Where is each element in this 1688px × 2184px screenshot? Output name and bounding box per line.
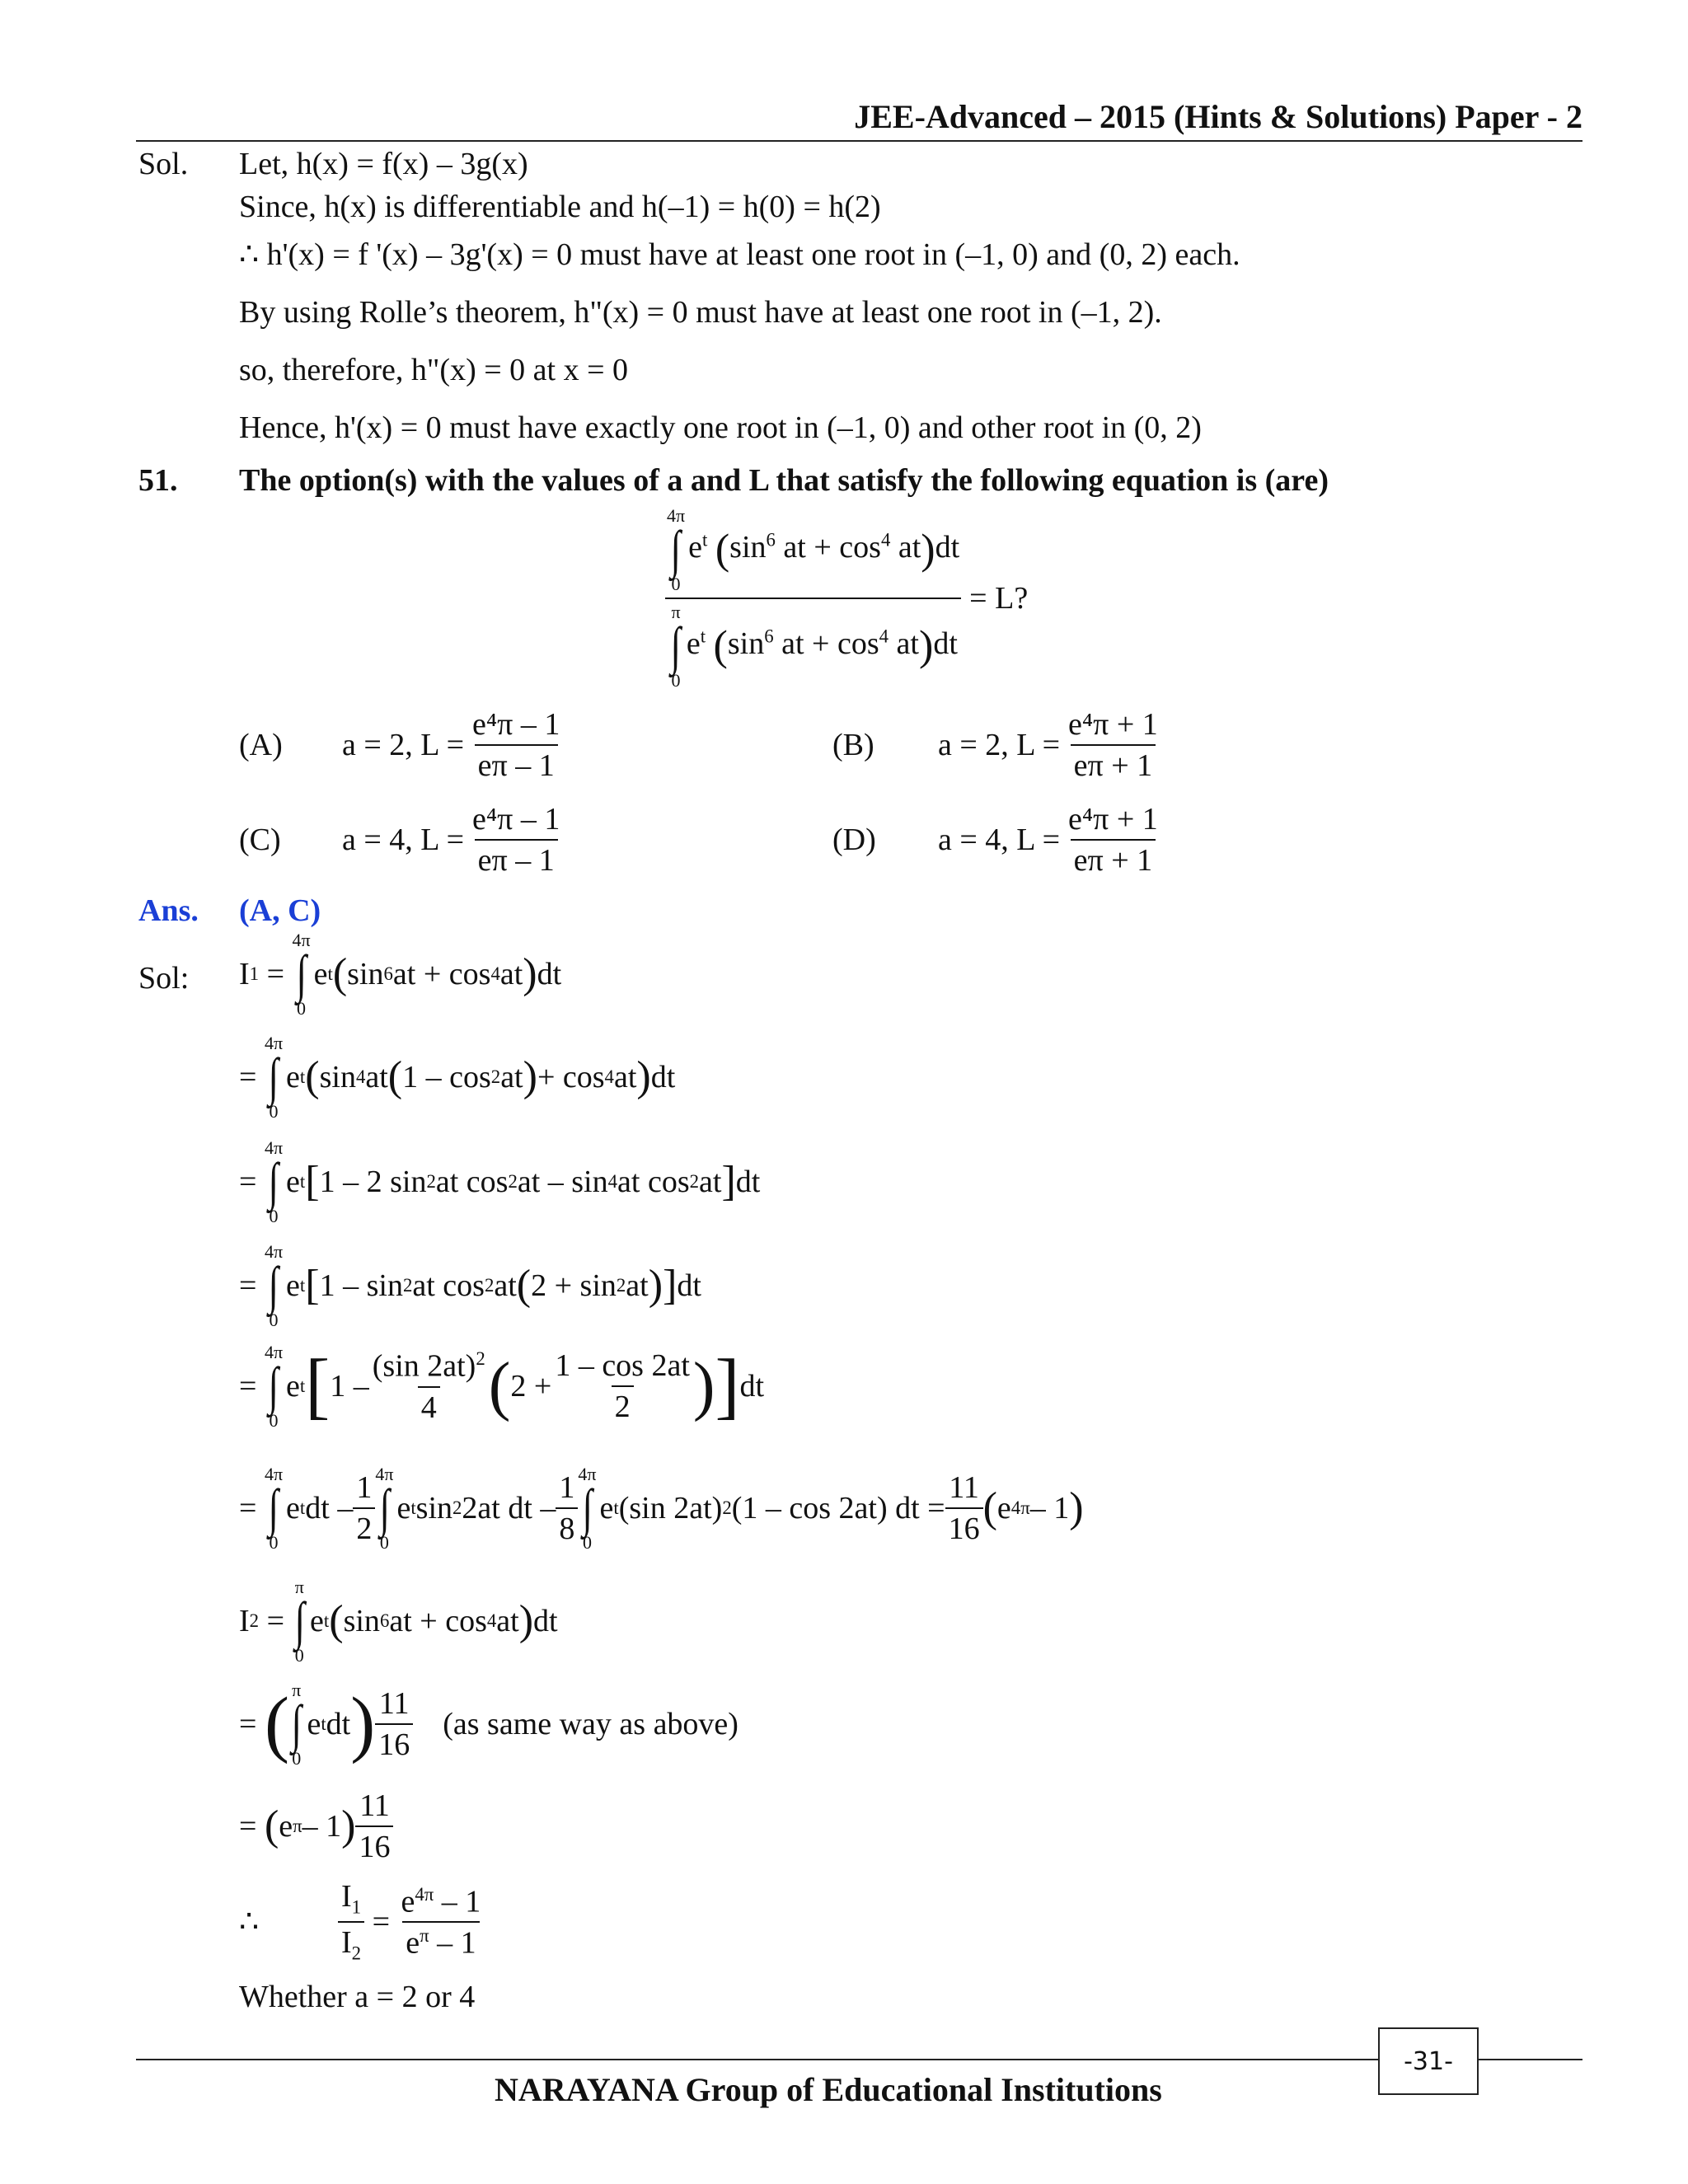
question-number: 51. [138,463,178,498]
option-a-den: eπ – 1 [475,744,558,781]
option-b-den: eπ + 1 [1071,744,1156,781]
prev-sol-line-3: ∴ h'(x) = f '(x) – 3g'(x) = 0 must have at least one root in (–1, 0) and (0, 2) each. [239,237,1240,272]
sol-eq-10: ∴ $\frac{I_1}{I_2}$ = $\frac{e^{4\pi} - 1}{e^\pi - 1}$ [239,1879,481,1964]
option-d-label: (D) [832,823,876,857]
option-d-text: a = 4, L = [938,823,1061,857]
option-b-num: e⁴π + 1 [1068,707,1158,742]
option-a-text: a = 2, L = [342,728,465,762]
sol-note: (as same way as above) [443,1707,738,1742]
option-d-den: eπ + 1 [1071,839,1156,876]
question-text: The option(s) with the values of a and L that satisfy the following equation is (are) [239,463,1329,498]
sol-eq-1: I 1 = 4π ∫ 0 e t ( sin 6 at + cos 4 at ) dt [239,930,562,1019]
option-c-num: e⁴π – 1 [472,802,560,837]
sol-eq-6: = 4π ∫ 0 e t dt – $\frac{1}{2}$ 4π ∫ 0 e t sin 2 2at dt – $\frac{1}{8}$ 4π ∫ 0 e t (sin 2at) 2 (1 – cos 2at) dt = $\frac{11}{16}$ ( e 4π – 1 ) [239,1464,1084,1553]
page-header-title: JEE-Advanced – 2015 (Hints & Solutions) Paper - 2 [854,98,1582,135]
sol-eq-4: = 4π ∫ 0 e t [ 1 – sin 2 at cos 2 at ( 2 + sin 2 at ) ] dt [239,1241,701,1330]
option-a [239,709,563,781]
sol-eq-8: = ( π ∫ 0 e t dt ) $\frac{11}{16}$ (as same way as above) [239,1680,738,1769]
option-c-label: (C) [239,823,281,857]
prev-sol-line-6: Hence, h'(x) = 0 must have exactly one root in (–1, 0) and other root in (0, 2) [239,410,1202,445]
sol-eq-3: = 4π ∫ 0 e t [ 1 – 2 sin 2 at cos 2 at – sin 4 at cos 2 at ] dt [239,1137,761,1226]
header-rule [136,140,1582,142]
answer-label: Ans. [138,893,199,928]
prev-sol-line-5: so, therefore, h"(x) = 0 at x = 0 [239,353,629,387]
option-d-num: e⁴π + 1 [1068,802,1158,837]
answer-value: (A, C) [239,893,321,928]
page-number: -31- [1378,2027,1479,2095]
option-b-text: a = 2, L = [938,728,1061,762]
option-a-label: (A) [239,728,283,762]
sol-eq-5: = 4π ∫ 0 e t [ 1 – $\frac{(\sin 2at)^2}{4}$ ( 2 + $\frac{1 - \cos 2at}{2}$ ) ] dt [239,1342,765,1431]
footer-text: NARAYANA Group of Educational Institutions [495,2071,1162,2108]
sol-eq-2: = 4π ∫ 0 e t ( sin 4 at ( 1 – cos 2 at ) + cos 4 at ) dt [239,1033,676,1122]
footer-rule [136,2059,1582,2060]
prev-sol-line-4: By using Rolle’s theorem, h"(x) = 0 must have at least one root in (–1, 2). [239,295,1162,330]
option-a-num: e⁴π – 1 [472,707,560,742]
option-b [832,709,1161,781]
option-c-den: eπ – 1 [475,839,558,876]
option-d [832,804,1161,876]
question-equation: 4π ∫ 0 $e^t$ ($\sin^6$ at + $\cos^4 at)dt$ π ∫ 0 $e^t$ ($\sin^6$ at + $\cos^4 at)dt$ = L? [667,505,1029,691]
prev-sol-label: Sol. [138,147,189,181]
sol-last-line: Whether a = 2 or 4 [239,1980,476,2014]
option-c-text: a = 4, L = [342,823,465,857]
equation-tail: = L? [969,580,1029,616]
prev-sol-line-1: Let, h(x) = f(x) – 3g(x) [239,147,528,181]
option-c [239,804,563,876]
prev-sol-line-2: Since, h(x) is differentiable and h(–1) = h(0) = h(2) [239,190,881,224]
sol-eq-7: I 2 = π ∫ 0 e t ( sin 6 at + cos 4 at ) dt [239,1577,558,1666]
sol-eq-9: = ( e π – 1 ) $\frac{11}{16}$ [239,1790,393,1863]
option-b-label: (B) [832,728,874,762]
solution-label: Sol: [138,961,190,996]
